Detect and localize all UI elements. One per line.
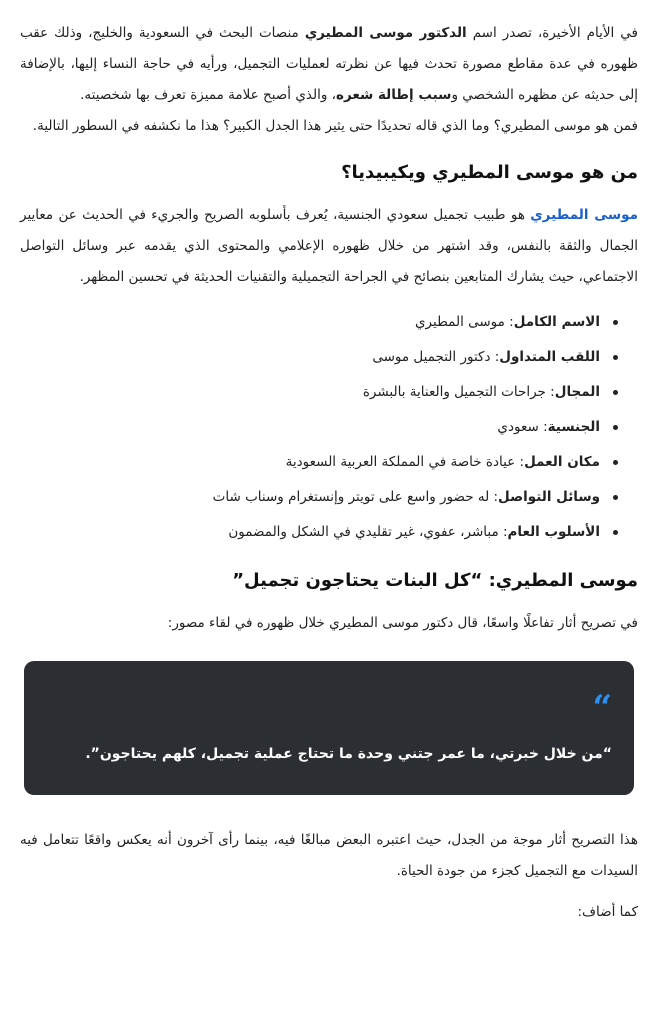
fact-label: المجال [554, 384, 600, 400]
doctor-name-bold: الدكتور موسى المطيري [304, 25, 467, 41]
fact-value: : سعودي [497, 419, 548, 435]
list-item [20, 410, 600, 445]
doctor-name-link[interactable]: موسى المطيري [530, 207, 638, 223]
added-paragraph: كما أضاف: [577, 904, 638, 920]
fact-label: وسائل التواصل [498, 489, 600, 505]
list-item [20, 480, 600, 515]
list-item [20, 515, 600, 550]
fact-label: مكان العمل [524, 454, 600, 470]
list-item [20, 340, 600, 375]
section-heading-quote: موسى المطيري: “كل البنات يحتاجون تجميل” [232, 570, 638, 591]
quote-icon: “ [592, 688, 612, 728]
reaction-paragraph: هذا التصريح أثار موجة من الجدل، حيث اعتبره البعض مبالغًا فيه، بينما رأى آخرون أنه يعكس واقعًا تتعامل فيه السيدات مع التجميل كجزء من جودة الحياة. [20, 832, 638, 879]
fact-label: اللقب المتداول [499, 349, 600, 365]
quote-intro-paragraph: في تصريح أثار تفاعلًا واسعًا، قال دكتور موسى المطيري خلال ظهوره في لقاء مصور: [167, 615, 638, 631]
section-heading-who: من هو موسى المطيري ويكيبيديا؟ [341, 162, 638, 183]
fact-value: : دكتور التجميل موسى [372, 349, 500, 365]
fact-value: : جراحات التجميل والعناية بالبشرة [362, 384, 555, 400]
hair-reason-bold: سبب إطالة شعره [336, 87, 452, 103]
fact-value: : له حضور واسع على تويتر وإنستغرام وسناب شات [212, 489, 499, 505]
intro-text: منصات البحث في السعودية والخليج، وذلك عقب ظهوره في عدة مقاطع مصورة تحدث فيها عن نظرته لعمليات التجميل، ورأيه في حاجة النساء إليها، بالإضافة إلى حديثه عن مظهره الشخصي و [20, 25, 638, 103]
fact-value: : مباشر، عفوي، غير تقليدي في الشكل والمضمون [228, 524, 508, 540]
quote-text: “من خلال خبرتي، ما عمر جتني وحدة ما تحتاج عملية تجميل، كلهم يحتاجون”. [85, 746, 612, 762]
bio-text: هو طبيب تجميل سعودي الجنسية، يُعرف بأسلوبه الصريح والجريء في الحديث عن معايير الجمال والثقة بالنفس، وقد اشتهر من خلال ظهوره الإعلامي والمحتوى الذي يقدمه عبر وسائل التواصل الاجتماعي، حيث يشارك المتابعين بنصائح في الجراحة التجميلية والتقنيات الحديثة في تحسين المظهر. [20, 207, 638, 285]
fact-label: الجنسية [547, 419, 600, 435]
intro-text: ، والذي أصبح علامة مميزة تعرف بها شخصيته. [80, 87, 337, 103]
fact-value: : عيادة خاصة في المملكة العربية السعودية [285, 454, 525, 470]
intro-question-paragraph: فمن هو موسى المطيري؟ وما الذي قاله تحديدًا حتى يثير هذا الجدل الكبير؟ هذا ما نكشفه في السطور التالية. [32, 118, 638, 134]
list-item [20, 305, 600, 340]
list-item [20, 445, 600, 480]
list-item [20, 375, 600, 410]
fact-label: الأسلوب العام [507, 524, 600, 540]
facts-list [20, 305, 638, 550]
intro-paragraph [20, 18, 638, 111]
fact-label: الاسم الكامل [513, 314, 600, 330]
intro-text: في الأيام الأخيرة، تصدر اسم [466, 25, 638, 41]
bio-paragraph [20, 200, 638, 293]
fact-value: : موسى المطيري [414, 314, 514, 330]
quote-block [24, 661, 634, 795]
